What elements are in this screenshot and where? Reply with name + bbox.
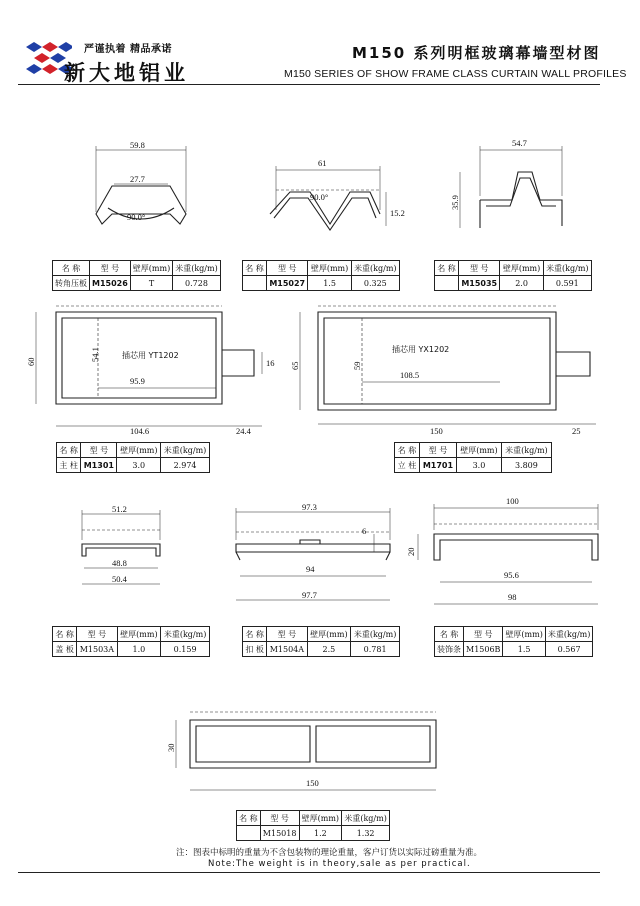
spec-table-m1301: [56, 442, 210, 473]
table-cell-model: M1301: [81, 458, 117, 473]
spec-table-m1503a: [52, 626, 210, 657]
table-cell-weight: 0.567: [545, 642, 593, 657]
table-header-model: 型 号: [260, 811, 299, 826]
table-header-weight: 米重(kg/m): [173, 261, 221, 276]
dim-m1504a-height: 6: [362, 526, 367, 536]
profile-drawing-m15026: [96, 140, 186, 224]
dim-m1503a-inner: 48.8: [112, 558, 127, 568]
table-cell-model: M15027: [266, 276, 308, 291]
table-header-thickness: 壁厚(mm): [130, 261, 172, 276]
profile-drawing-m1503a: [82, 504, 160, 584]
table-cell-thickness: 1.0: [117, 642, 161, 657]
table-header-name: 名 称: [435, 261, 459, 276]
dim-m15035-height: 35.9: [450, 195, 460, 210]
table-header-thickness: 壁厚(mm): [500, 261, 543, 276]
m1701-insert-label: 插芯用 YX1202: [392, 345, 450, 354]
table-header-model: 型 号: [267, 627, 307, 642]
table-header-name: 名 称: [243, 261, 267, 276]
table-cell-weight: 0.591: [543, 276, 591, 291]
spec-table-m15027: [242, 260, 400, 291]
table-cell-model: M15018: [260, 826, 299, 841]
table-header-weight: 米重(kg/m): [161, 443, 210, 458]
table-cell-model: M1506B: [464, 642, 503, 657]
table-header-model: 型 号: [266, 261, 308, 276]
dim-m15027-width: 61: [318, 158, 327, 168]
table-header-weight: 米重(kg/m): [342, 811, 390, 826]
table-header-name: 名 称: [243, 627, 267, 642]
dim-m1506b-inner: 95.6: [504, 570, 519, 580]
spec-table-m1506b: [434, 626, 593, 657]
profile-drawing-m15035: [450, 138, 562, 228]
table-cell-thickness: 3.0: [457, 458, 502, 473]
dim-m15018-width: 150: [306, 778, 319, 788]
spec-table-m15018: [236, 810, 390, 841]
table-header-name: 名 称: [395, 443, 420, 458]
profile-drawing-m15018: [166, 712, 436, 790]
table-cell-weight: 2.974: [161, 458, 210, 473]
table-header-weight: 米重(kg/m): [351, 627, 400, 642]
table-header-weight: 米重(kg/m): [351, 261, 399, 276]
dim-m1506b-width: 100: [506, 496, 519, 506]
table-header-model: 型 号: [90, 261, 131, 276]
table-cell-name: 盖 板: [53, 642, 77, 657]
table-cell-weight: 0.325: [351, 276, 399, 291]
profile-drawing-m15027: [270, 158, 405, 230]
weight-note-cn: 注：图表中标明的重量为不含包装物的理论重量，客户订货以实际过磅重量为准。: [176, 848, 483, 858]
dim-m1701-height: 65: [290, 361, 300, 370]
dim-m15026-angle: 90.0°: [127, 212, 146, 222]
table-header-name: 名 称: [237, 811, 261, 826]
table-cell-weight: 3.809: [501, 458, 551, 473]
table-cell-weight: 0.159: [161, 642, 210, 657]
dim-m1301-inner-width: 95.9: [130, 376, 145, 386]
m1301-insert-label: 插芯用 YT1202: [122, 351, 179, 360]
profile-drawing-m1506b: [406, 496, 598, 604]
dim-m1504a-inner: 94: [306, 564, 315, 574]
table-header-model: 型 号: [464, 627, 503, 642]
table-cell-name: 扣 板: [243, 642, 267, 657]
dim-m1503a-outer: 50.4: [112, 574, 127, 584]
table-header-weight: 米重(kg/m): [161, 627, 210, 642]
table-header-model: 型 号: [77, 627, 117, 642]
table-cell-thickness: 1.5: [503, 642, 545, 657]
dim-m15027-angle: 90.0°: [310, 192, 329, 202]
table-cell-thickness: 3.0: [117, 458, 161, 473]
dim-m1503a-width: 51.2: [112, 504, 127, 514]
table-header-thickness: 壁厚(mm): [308, 261, 351, 276]
table-header-thickness: 壁厚(mm): [117, 627, 161, 642]
dim-m1301-inner-height: 54.1: [90, 347, 100, 362]
table-cell-model: M1701: [419, 458, 456, 473]
spec-table-m1504a: [242, 626, 400, 657]
table-header-model: 型 号: [81, 443, 117, 458]
profile-drawing-m1701: [290, 306, 596, 436]
spec-table-m15035: [434, 260, 592, 291]
table-cell-name: 转角压板: [53, 276, 90, 291]
weight-note-en: Note:The weight is in theory,sale as per practical.: [208, 859, 471, 869]
table-cell-thickness: 1.2: [299, 826, 342, 841]
dim-m1506b-height: 20: [406, 547, 416, 556]
table-cell-model: M15026: [90, 276, 131, 291]
page-title-en: M150 SERIES OF SHOW FRAME CLASS CURTAIN WALL PROFILES: [284, 68, 627, 80]
footer-rule: [18, 872, 600, 873]
table-header-weight: 米重(kg/m): [543, 261, 591, 276]
table-cell-weight: 0.781: [351, 642, 400, 657]
table-header-thickness: 壁厚(mm): [457, 443, 502, 458]
dim-m15035-width: 54.7: [512, 138, 527, 148]
table-cell-weight: 0.728: [173, 276, 221, 291]
table-header-name: 名 称: [53, 627, 77, 642]
company-slogan: 严谨执着 精品承诺: [84, 44, 172, 55]
table-header-name: 名 称: [435, 627, 464, 642]
dim-m1504a-outer: 97.7: [302, 590, 317, 600]
dim-m1506b-outer: 98: [508, 592, 517, 602]
table-cell-name: 主 柱: [57, 458, 81, 473]
table-header-weight: 米重(kg/m): [545, 627, 593, 642]
table-header-name: 名 称: [57, 443, 81, 458]
dim-m15026-inner: 27.7: [130, 174, 145, 184]
spec-table-m15026: [52, 260, 221, 291]
profile-drawing-m1301: [26, 306, 275, 436]
table-cell-name: 装饰条: [435, 642, 464, 657]
table-header-thickness: 壁厚(mm): [503, 627, 545, 642]
dim-m1701-inner-height: 59: [352, 361, 362, 370]
company-name: 新大地铝业: [64, 60, 189, 85]
dim-m1301-width: 104.6: [130, 426, 150, 436]
table-cell-thickness: 1.5: [308, 276, 351, 291]
table-cell-name: 立 柱: [395, 458, 420, 473]
dim-m1301-tail: 24.4: [236, 426, 251, 436]
dim-m15027-height: 15.2: [390, 208, 405, 218]
table-cell-model: M1503A: [77, 642, 117, 657]
dim-m1301-height: 60: [26, 357, 36, 366]
dim-m15018-height: 30: [166, 743, 176, 752]
table-cell-name: [243, 276, 267, 291]
table-header-weight: 米重(kg/m): [501, 443, 551, 458]
dim-m1701-tail: 25: [572, 426, 581, 436]
table-cell-thickness: 2.0: [500, 276, 543, 291]
dim-m1301-flange: 16: [266, 358, 275, 368]
table-header-thickness: 壁厚(mm): [299, 811, 342, 826]
table-cell-name: [237, 826, 261, 841]
spec-table-m1701: [394, 442, 552, 473]
profile-drawing-m1504a: [236, 502, 390, 600]
table-cell-model: M15035: [458, 276, 500, 291]
table-cell-weight: 1.32: [342, 826, 390, 841]
table-cell-name: [435, 276, 459, 291]
table-cell-thickness: T: [130, 276, 172, 291]
table-header-thickness: 壁厚(mm): [307, 627, 351, 642]
dim-m15026-width: 59.8: [130, 140, 145, 150]
table-cell-model: M1504A: [267, 642, 307, 657]
table-header-model: 型 号: [419, 443, 456, 458]
dim-m1701-width: 150: [430, 426, 443, 436]
table-header-thickness: 壁厚(mm): [117, 443, 161, 458]
dim-m1701-inner-width: 108.5: [400, 370, 420, 380]
table-header-model: 型 号: [458, 261, 500, 276]
dim-m1504a-width: 97.3: [302, 502, 317, 512]
table-cell-thickness: 2.5: [307, 642, 351, 657]
table-header-name: 名 称: [53, 261, 90, 276]
page-title-cn: M150 系列明框玻璃幕墙型材图: [352, 44, 601, 62]
